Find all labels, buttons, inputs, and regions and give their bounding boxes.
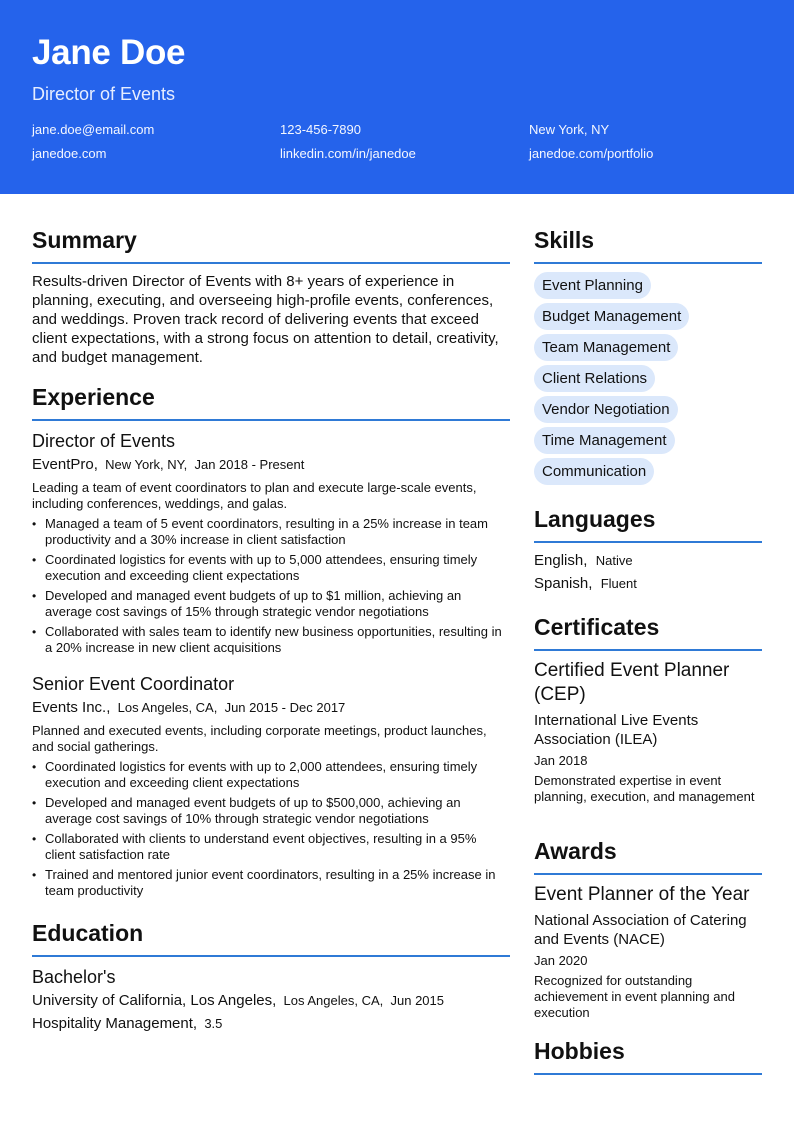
summary-text: Results-driven Director of Events with 8+ years of experience in planning, executing, and overseeing high-profile events, conferences, and weddings. Proven track record of delivering events that exceed client expectations, with a strong focus on attention to detail, creativity, and budget management. [32, 273, 499, 366]
job-bullet: • Developed and managed event budgets of up to $500,000, achieving an average cost savings of 10% through strategic vendor negotiations [45, 795, 510, 827]
education-heading: Education [32, 920, 144, 946]
skill-pill: Budget Management [534, 303, 689, 330]
certificate-description: Demonstrated expertise in event planning, execution, and management [534, 773, 755, 804]
contact-portfolio[interactable]: janedoe.com/portfolio [529, 146, 654, 161]
job-bullet: • Developed and managed event budgets of up to $1 million, achieving an average cost savings of 15% through strategic vendor negotiations [45, 588, 510, 620]
language-item [534, 574, 637, 593]
award-issuer: National Association of Catering and Events (NACE) [534, 912, 747, 948]
education-field-line [32, 1016, 222, 1032]
job-bullet: • Coordinated logistics for events with up to 2,000 attendees, ensuring timely execution and exceeding client expectations [45, 759, 510, 791]
certificate-title: Certified Event Planner (CEP) [534, 660, 730, 705]
skill-pill: Vendor Negotiation [534, 396, 678, 423]
summary-divider [32, 262, 510, 264]
education-field: Hospitality Management, [32, 1015, 198, 1032]
education-date: Jun 2015 [390, 993, 444, 1008]
contact-website[interactable]: janedoe.com [32, 146, 107, 161]
skill-pill: Event Planning [534, 272, 651, 299]
job-dates: Jan 2018 - Present [194, 457, 305, 472]
job-description: Leading a team of event coordinators to plan and execute large-scale events, including conferences, weddings, and galas. [32, 480, 477, 511]
contact-location: New York, NY [529, 122, 610, 137]
resume-header [0, 0, 794, 194]
skill-pill: Client Relations [534, 365, 655, 392]
job-location: New York, NY, [105, 457, 188, 472]
job-company: Events Inc., [32, 699, 111, 716]
education-degree: Bachelor's [32, 967, 116, 987]
certificate-date: Jan 2018 [534, 753, 588, 768]
experience-divider [32, 419, 510, 421]
experience-heading: Experience [32, 384, 155, 410]
job-company: EventPro, [32, 456, 98, 473]
education-meta [32, 993, 444, 1009]
language-level: Fluent [600, 576, 637, 591]
job-meta [32, 700, 345, 716]
awards-divider [534, 873, 762, 875]
languages-divider [534, 541, 762, 543]
job-bullet: • Collaborated with sales team to identify new business opportunities, resulting in a 20% increase in new client acquisitions [45, 624, 510, 656]
education-gpa: 3.5 [204, 1016, 223, 1031]
job-bullet: • Collaborated with clients to understand event objectives, resulting in a 95% client satisfaction rate [45, 831, 510, 863]
education-school: University of California, Los Angeles, [32, 992, 277, 1009]
language-name: Spanish, [534, 575, 593, 592]
job-location: Los Angeles, CA, [117, 700, 218, 715]
language-name: English, [534, 552, 588, 569]
hobbies-heading: Hobbies [534, 1038, 625, 1064]
award-date: Jan 2020 [534, 953, 588, 968]
job-bullet: • Coordinated logistics for events with up to 5,000 attendees, ensuring timely execution and exceeding client expectations [45, 552, 510, 584]
job-dates: Jun 2015 - Dec 2017 [224, 700, 346, 715]
awards-heading: Awards [534, 838, 617, 864]
job-bullet: • Trained and mentored junior event coordinators, resulting in a 25% increase in team productivity [45, 867, 510, 899]
certificates-heading: Certificates [534, 614, 660, 640]
skill-pill: Time Management [534, 427, 675, 454]
candidate-name: Jane Doe [32, 33, 186, 72]
certificates-divider [534, 649, 762, 651]
certificate-issuer: International Live Events Association (ILEA) [534, 712, 699, 748]
contact-email[interactable]: jane.doe@email.com [32, 122, 155, 137]
contact-phone[interactable]: 123-456-7890 [280, 122, 361, 137]
skills-heading: Skills [534, 227, 595, 253]
contact-linkedin[interactable]: linkedin.com/in/janedoe [280, 146, 416, 161]
skill-pill: Team Management [534, 334, 678, 361]
summary-heading: Summary [32, 227, 137, 253]
job-description: Planned and executed events, including corporate meetings, product launches, and social gatherings. [32, 723, 487, 754]
job-meta [32, 457, 304, 473]
hobbies-divider [534, 1073, 762, 1075]
languages-heading: Languages [534, 506, 656, 532]
education-location: Los Angeles, CA, [283, 993, 384, 1008]
job-title: Director of Events [32, 431, 176, 451]
skills-divider [534, 262, 762, 264]
job-bullet: • Managed a team of 5 event coordinators, resulting in a 25% increase in team productivity and a 30% increase in client satisfaction [45, 516, 510, 548]
skill-pill: Communication [534, 458, 654, 485]
language-level: Native [595, 553, 633, 568]
award-title: Event Planner of the Year [534, 884, 750, 905]
award-description: Recognized for outstanding achievement in event planning and execution [534, 973, 735, 1020]
candidate-title: Director of Events [32, 84, 176, 104]
language-item [534, 551, 633, 570]
job-title: Senior Event Coordinator [32, 674, 235, 694]
education-divider [32, 955, 510, 957]
